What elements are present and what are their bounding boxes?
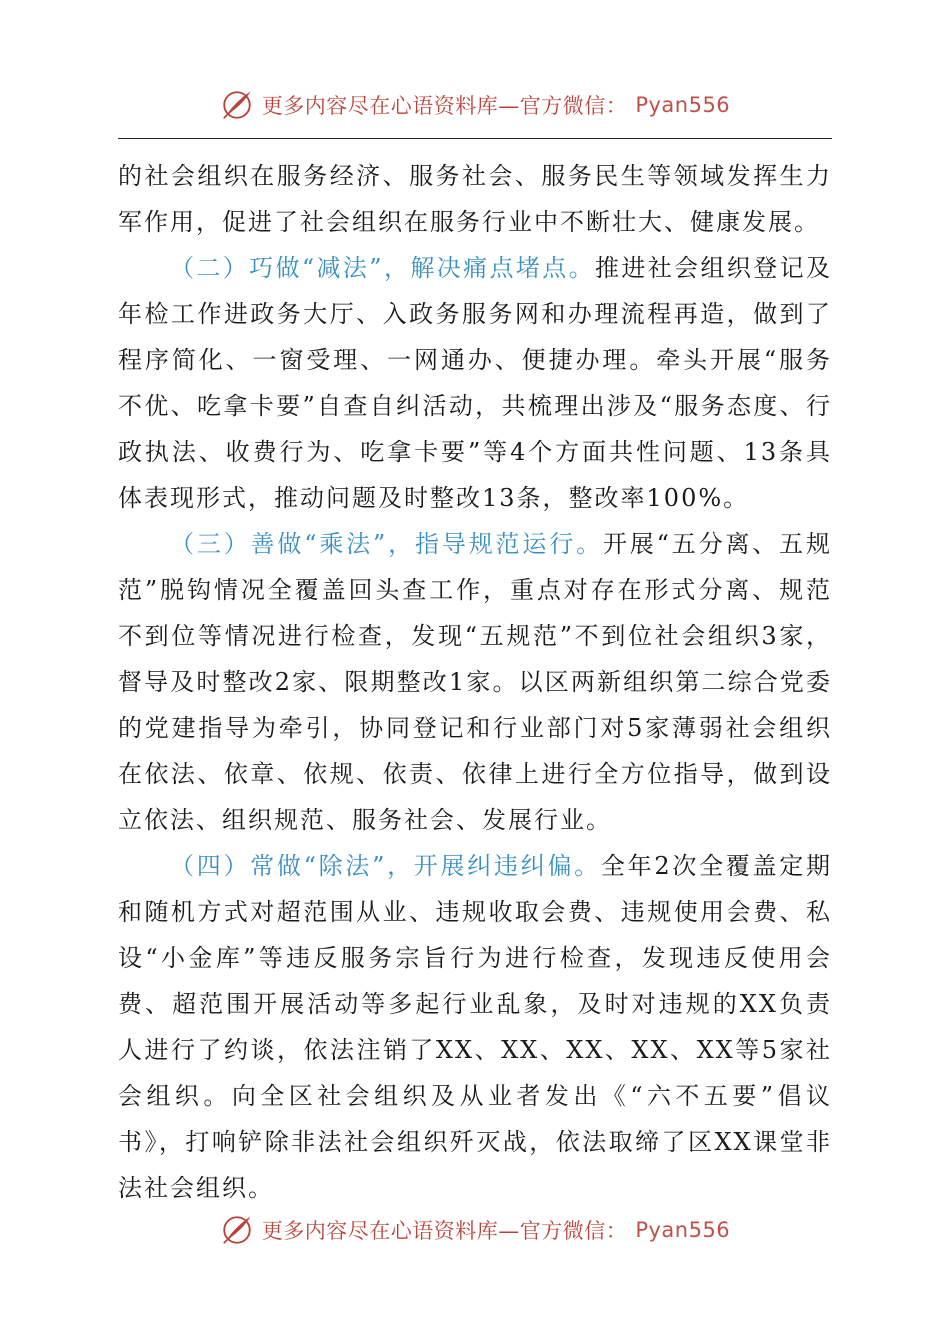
- quill-logo-icon: [220, 1213, 254, 1247]
- paragraph-1-text: 的社会组织在服务经济、服务社会、服务民生等领域发挥生力军作用，促进了社会组织在服务行业中不断壮大、健康发展。: [118, 162, 832, 236]
- section-heading-division: （四）常做“除法”，开展纠违纠偏。: [170, 852, 601, 880]
- header-divider: [118, 138, 832, 139]
- section-heading-multiplication: （三）善做“乘法”，指导规范运行。: [170, 530, 603, 558]
- paragraph-2-text: 推进社会组织登记及年检工作进政务大厅、入政务服务网和办理流程再造，做到了程序简化、一窗受理、一网通办、便捷办理。牵头开展“服务不优、吃拿卡要”自查自纠活动，共梳理出涉及“服务态度、行政执法、收费行为、吃拿卡要”等4个方面共性问题、13条具体表现形式，推动问题及时整改13条，整改率100%。: [118, 254, 832, 512]
- paragraph-1: [118, 153, 832, 245]
- watermark-wechat-id: Pyan556: [635, 1218, 731, 1242]
- paragraph-4: [118, 843, 832, 1211]
- header-watermark: [0, 85, 950, 125]
- document-body: [118, 153, 832, 1211]
- watermark-wechat-id: Pyan556: [635, 93, 731, 117]
- paragraph-2: [118, 245, 832, 521]
- footer-watermark: [0, 1210, 950, 1250]
- watermark-text: 更多内容尽在心语资料库—官方微信：: [261, 1219, 628, 1243]
- paragraph-3-text: 开展“五分离、五规范”脱钩情况全覆盖回头查工作，重点对存在形式分离、规范不到位等情况进行检查，发现“五规范”不到位社会组织3家，督导及时整改2家、限期整改1家。以区两新组织第二综合党委的党建指导为牵引，协同登记和行业部门对5家薄弱社会组织在依法、依章、依规、依责、依律上进行全方位指导，做到设立依法、组织规范、服务社会、发展行业。: [118, 530, 832, 834]
- paragraph-3: [118, 521, 832, 843]
- quill-logo-icon: [220, 88, 254, 122]
- paragraph-4-text: 全年2次全覆盖定期和随机方式对超范围从业、违规收取会费、违规使用会费、私设“小金库”等违反服务宗旨行为进行检查，发现违反使用会费、超范围开展活动等多起行业乱象，及时对违规的XX负责人进行了约谈，依法注销了XX、XX、XX、XX、XX等5家社会组织。向全区社会组织及从业者发出《“六不五要”倡议书》，打响铲除非法社会组织歼灭战，依法取缔了区XX课堂非法社会组织。: [118, 852, 832, 1202]
- watermark-text: 更多内容尽在心语资料库—官方微信：: [261, 94, 628, 118]
- section-heading-subtraction: （二）巧做“减法”，解决痛点堵点。: [170, 254, 595, 282]
